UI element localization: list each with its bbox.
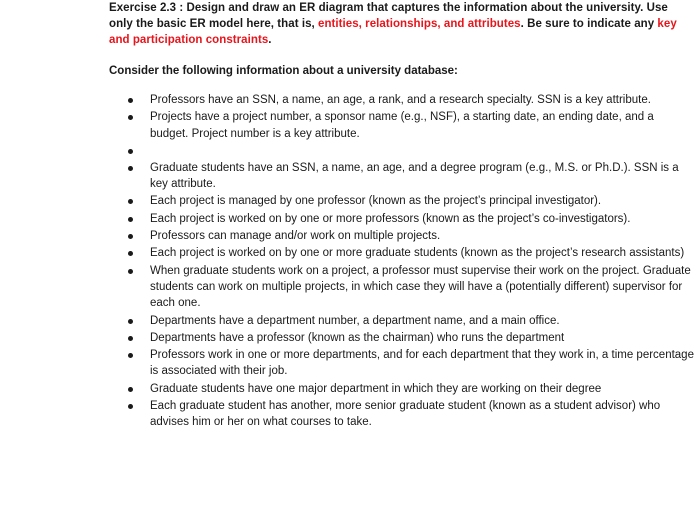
list-item bbox=[109, 330, 694, 346]
header-text-2: . Be sure to indicate any bbox=[520, 18, 658, 30]
document-page bbox=[109, 0, 694, 432]
bullet-icon bbox=[128, 98, 133, 103]
bullet-icon bbox=[128, 387, 133, 392]
list-item-text: Graduate students have an SSN, a name, an age, and a degree program (e.g., M.S. or Ph.D.). SSN is a key attribute. bbox=[150, 161, 679, 191]
list-item-text: Departments have a department number, a department name, and a main office. bbox=[150, 314, 560, 327]
bullet-icon bbox=[128, 217, 133, 222]
list-item bbox=[109, 211, 694, 227]
bullet-icon bbox=[128, 149, 133, 154]
header-highlight-entities: entities, relationships, and attributes bbox=[318, 18, 521, 30]
list-item-text: Projects have a project number, a sponsor name (e.g., NSF), a starting date, an ending date, and a budget. Project number is a key attribute. bbox=[150, 111, 654, 140]
list-item bbox=[109, 228, 694, 244]
list-item bbox=[109, 92, 694, 108]
requirements-list bbox=[109, 92, 694, 431]
list-item-text: Professors can manage and/or work on multiple projects. bbox=[150, 230, 441, 243]
list-item bbox=[109, 160, 694, 193]
bullet-icon bbox=[128, 404, 133, 409]
list-item-text: Professors have an SSN, a name, an age, a rank, and a research specialty. SSN is a key attribute. bbox=[150, 94, 651, 106]
list-item-text: Departments have a professor (known as the chairman) who runs the department bbox=[150, 331, 565, 344]
list-item bbox=[109, 245, 694, 261]
header-text-3: . bbox=[268, 34, 272, 46]
list-item bbox=[109, 398, 694, 431]
list-item-text: Each project is managed by one professor (known as the project’s principal investigator). bbox=[150, 195, 602, 208]
header-text-1: Exercise 2.3 : Design and draw an ER diagram that captures the information about the university. Use only the basic ER model here, that is, bbox=[109, 2, 668, 30]
list-item bbox=[109, 109, 694, 142]
bullet-icon bbox=[128, 353, 133, 358]
header-highlight-constraints: key and participation constraints bbox=[109, 18, 677, 46]
list-item-text: Each project is worked on by one or more professors (known as the project’s co-investigators). bbox=[150, 212, 631, 225]
bullet-icon bbox=[128, 199, 133, 204]
list-item bbox=[109, 263, 694, 312]
list-item bbox=[109, 381, 694, 397]
bullet-icon bbox=[128, 336, 133, 341]
bullet-icon bbox=[128, 251, 133, 256]
bullet-icon bbox=[128, 269, 133, 274]
list-item-text: Professors work in one or more departments, and for each department that they work in, a time percentage is associated with their job. bbox=[150, 349, 694, 378]
list-item-text: When graduate students work on a project, a professor must supervise their work on the project. Graduate students can work on multiple projects, in which case they will have a (potentially different) supervisor for each one. bbox=[150, 264, 691, 310]
bullet-icon bbox=[128, 166, 133, 171]
section-subtitle: Consider the following information about a university database: bbox=[109, 65, 458, 77]
list-item-empty bbox=[109, 143, 694, 159]
exercise-header bbox=[109, 0, 694, 48]
bullet-icon bbox=[128, 319, 133, 324]
list-item-text: Graduate students have one major department in which they are working on their degree bbox=[150, 382, 602, 395]
list-item-text: Each graduate student has another, more senior graduate student (known as a student advisor) who advises him or her on what courses to take. bbox=[150, 400, 661, 429]
list-item bbox=[109, 193, 694, 209]
list-item bbox=[109, 313, 694, 329]
list-item bbox=[109, 347, 694, 380]
bullet-icon bbox=[128, 234, 133, 239]
list-item-text: Each project is worked on by one or more graduate students (known as the project’s research assistants) bbox=[150, 247, 685, 260]
bullet-icon bbox=[128, 115, 133, 120]
